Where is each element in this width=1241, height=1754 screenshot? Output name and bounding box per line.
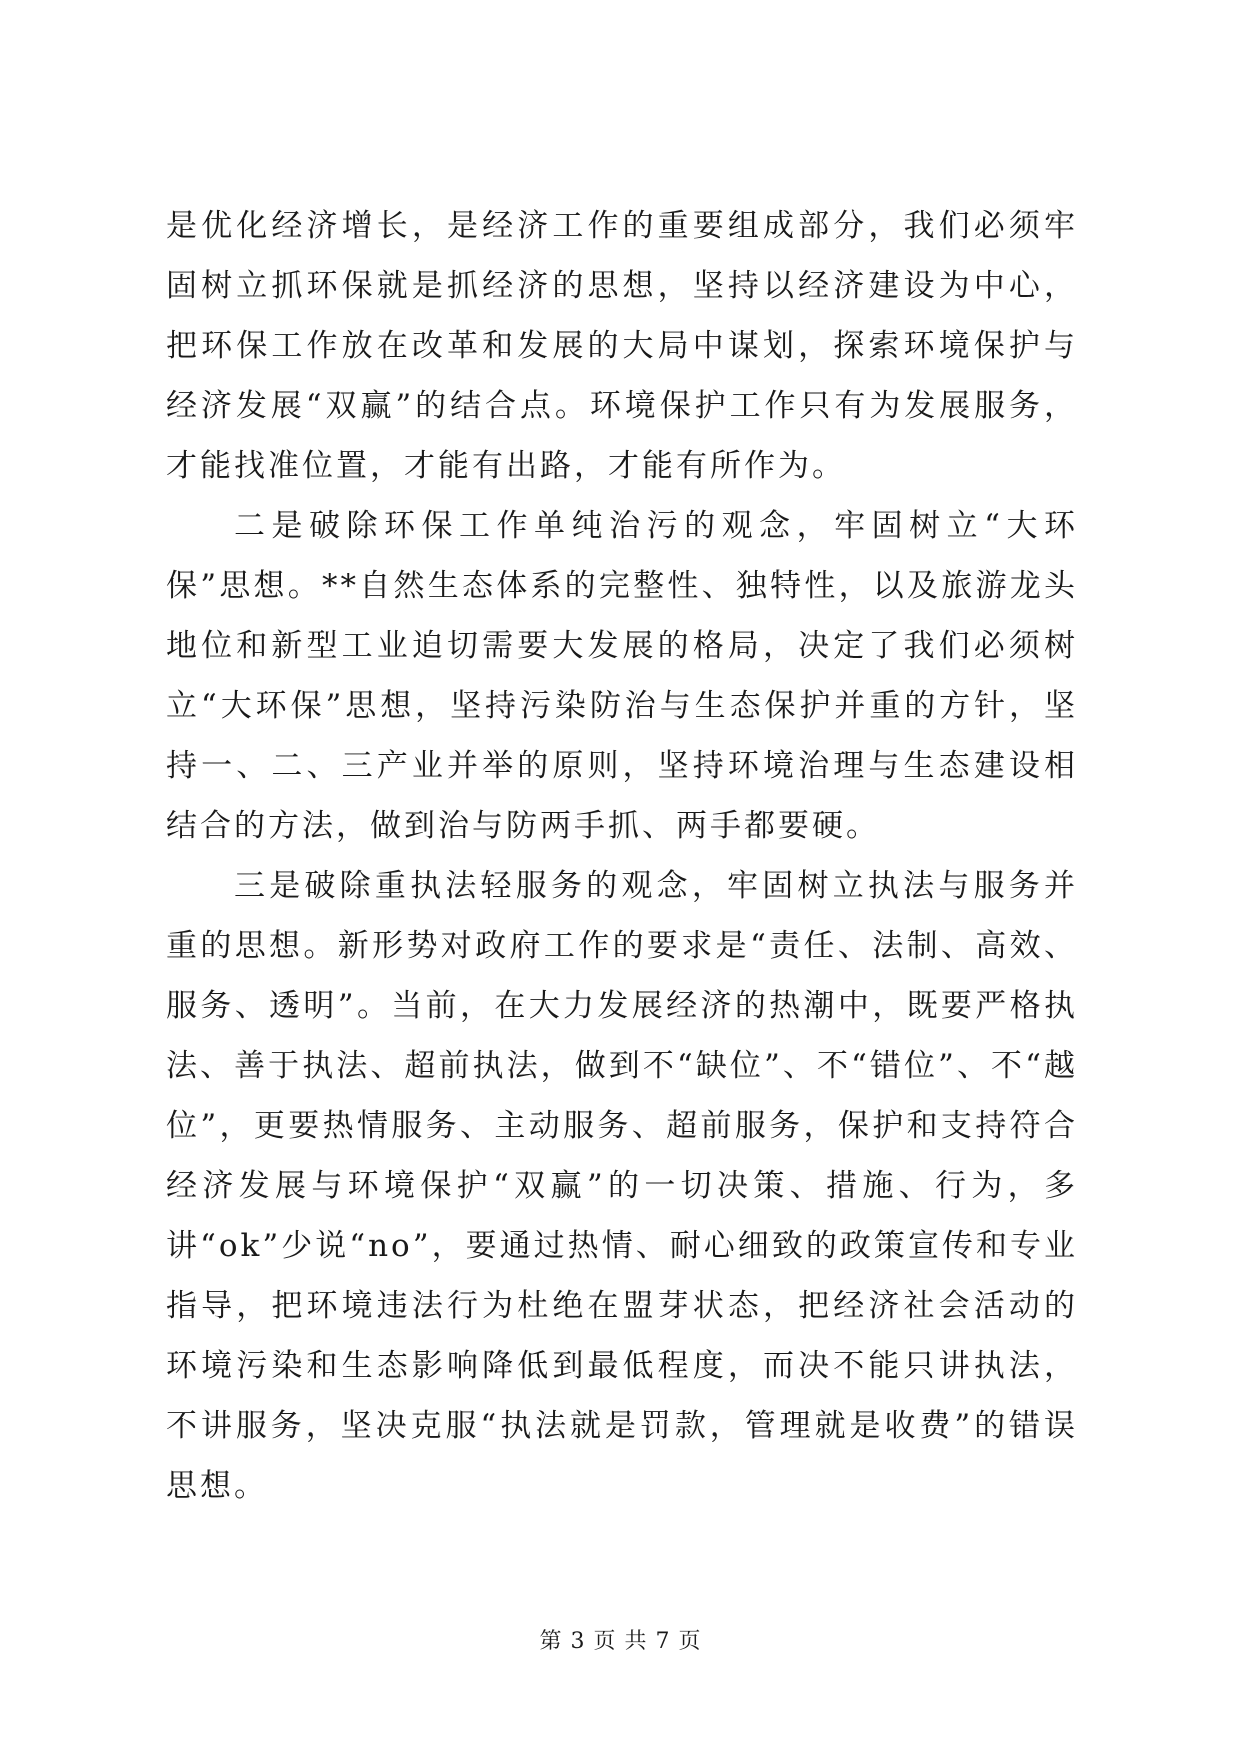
paragraph-point-two: 二是破除环保工作单纯治污的观念，牢固树立“大环保”思想。**自然生态体系的完整性、独特性，以及旅游龙头地位和新型工业迫切需要大发展的格局，决定了我们必须树立“大环保”思想，坚持污染防治与生态保护并重的方针，坚持一、二、三产业并举的原则，坚持环境治理与生态建设相结合的方法，做到治与防两手抓、两手都要硬。 [166,508,1078,844]
paragraph-continuation: 是优化经济增长，是经济工作的重要组成部分，我们必须牢固树立抓环保就是抓经济的思想，坚持以经济建设为中心，把环保工作放在改革和发展的大局中谋划，探索环境保护与经济发展“双赢”的结合点。环境保护工作只有为发展服务，才能找准位置，才能有出路，才能有所作为。 [166,208,1078,484]
page-number-footer: 第 3 页 共 7 页 [539,1629,702,1654]
paragraph-point-three: 三是破除重执法轻服务的观念，牢固树立执法与服务并重的思想。新形势对政府工作的要求是“责任、法制、高效、服务、透明”。当前，在大力发展经济的热潮中，既要严格执法、善于执法、超前执法，做到不“缺位”、不“错位”、不“越位”，更要热情服务、主动服务、超前服务，保护和支持符合经济发展与环境保护“双赢”的一切决策、措施、行为，多讲“ok”少说“no”，要通过热情、耐心细致的政策宣传和专业指导，把环境违法行为杜绝在盟芽状态，把经济社会活动的环境污染和生态影响降低到最低程度，而决不能只讲执法，不讲服务，坚决克服“执法就是罚款，管理就是收费”的错误思想。 [166,868,1078,1504]
document-body [166,196,1078,1516]
